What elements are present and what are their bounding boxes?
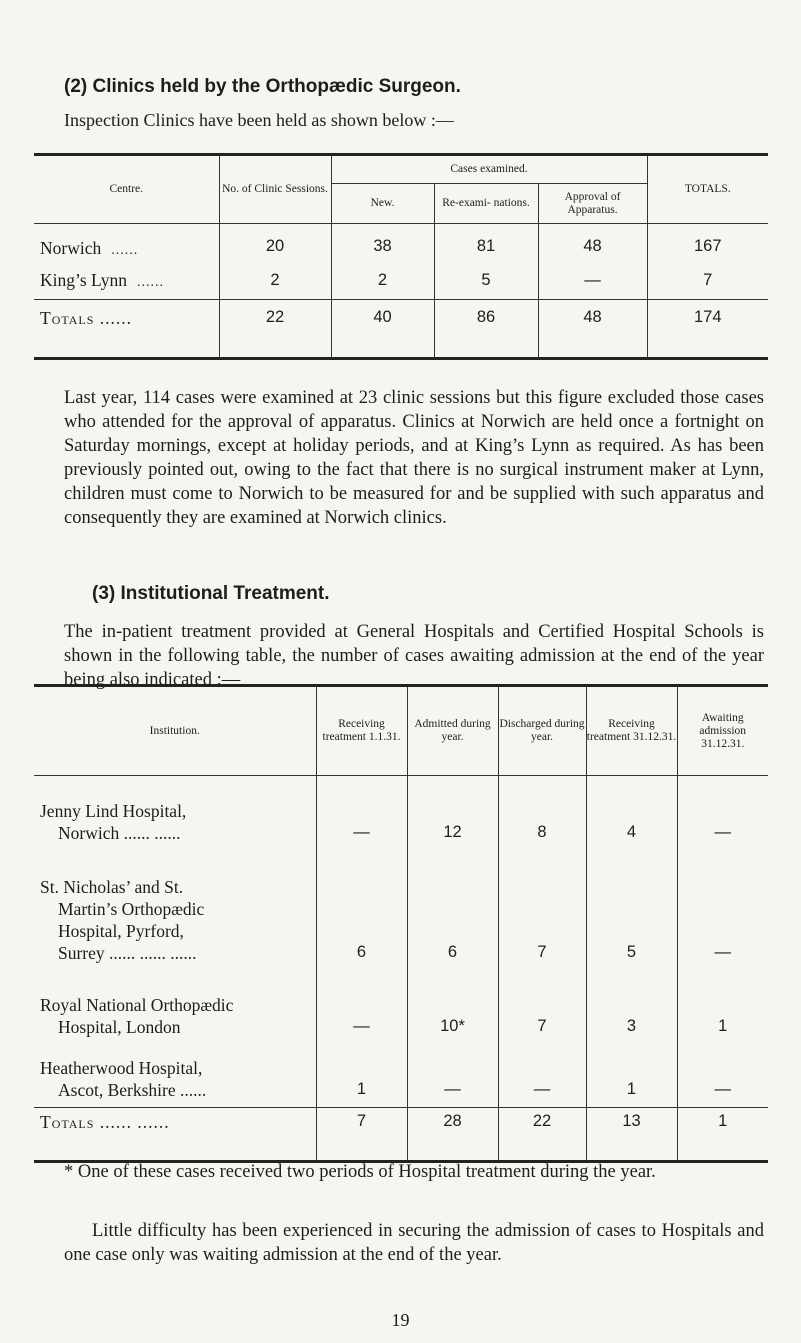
table-row: King’s Lynn ...... <box>40 269 165 290</box>
cell-reexam: 81 <box>434 224 538 262</box>
table-row <box>34 850 768 970</box>
cell-receiving-end: 1 <box>586 1044 677 1108</box>
institution-name-line: Jenny Lind Hospital, <box>40 800 187 821</box>
cell-receiving-end: 5 <box>586 850 677 970</box>
cell-total: 167 <box>647 224 768 262</box>
totals-label: Totals ...... <box>40 308 133 328</box>
cell-admitted: — <box>407 1044 498 1108</box>
institution-name-line: Royal National Orthopædic <box>40 994 234 1015</box>
cell-receiving-start: 1 <box>316 1044 407 1108</box>
table-row <box>34 970 768 1044</box>
cell-approval: — <box>538 262 647 300</box>
paragraph-admission: Little difficulty has been experienced in securing the admission of cases to Hospitals and one case only was waiting admission at the end of the year. <box>64 1221 764 1265</box>
cell-discharged: 7 <box>498 970 586 1044</box>
cell-approval: 48 <box>538 224 647 262</box>
cell-sessions: 20 <box>219 224 331 262</box>
cell-admitted: 12 <box>407 776 498 850</box>
header-cases-examined: Cases examined. <box>331 155 647 184</box>
cell-discharged: — <box>498 1044 586 1108</box>
table-row <box>34 1044 768 1108</box>
institution-name-line: Martin’s Orthopædic <box>58 898 205 919</box>
institution-name-line: Surrey ...... ...... ...... <box>58 942 197 963</box>
cell-new: 38 <box>331 224 434 262</box>
table-row <box>34 776 768 850</box>
cell-discharged: 8 <box>498 776 586 850</box>
institution-name-line: Hospital, London <box>58 1016 181 1037</box>
total-approval: 48 <box>538 300 647 359</box>
header-receiving-start: Receiving treatment 1.1.31. <box>316 686 407 776</box>
clinics-table <box>34 153 768 360</box>
paragraph-last-year: Last year, 114 cases were examined at 23 clinic sessions but this figure excluded those cases who attended for the approval of apparatus. Clinics at Norwich are held once a fortnight on Saturday mornings, except at holiday periods, and at King’s Lynn as required. As has been previously pointed out, owing to the fact that there is no surgical instrument maker at Lynn, children must come to Norwich to be measured for and be supplied with such apparatus and consequently they are examined at Norwich clinics. <box>64 388 764 528</box>
section-3-intro: The in-patient treatment provided at General Hospitals and Certified Hospital Schools is shown in the following table, the number of cases awaiting admission at the end of the year being also indicated :— <box>64 622 764 690</box>
cell-admitted: 10* <box>407 970 498 1044</box>
section-2-intro: Inspection Clinics have been held as shown below :— <box>64 110 454 130</box>
institution-name-line: Ascot, Berkshire ...... <box>58 1080 207 1100</box>
header-totals: TOTALS. <box>647 155 768 224</box>
cell-awaiting: — <box>677 776 768 850</box>
cell-receiving-end: 3 <box>586 970 677 1044</box>
cell-receiving-start: — <box>316 776 407 850</box>
section-2-heading: (2) Clinics held by the Orthopædic Surgeon. <box>64 76 461 97</box>
total-total: 174 <box>647 300 768 359</box>
header-discharged: Discharged during year. <box>498 686 586 776</box>
total-receiving-start: 7 <box>316 1108 407 1162</box>
header-new: New. <box>331 184 434 224</box>
cell-awaiting: — <box>677 1044 768 1108</box>
institution-name <box>34 1044 316 1108</box>
header-admitted: Admitted during year. <box>407 686 498 776</box>
institution-name-line: Heatherwood Hospital, <box>40 1058 203 1078</box>
total-admitted: 28 <box>407 1108 498 1162</box>
header-awaiting: Awaiting admission 31.12.31. <box>677 686 768 776</box>
institution-name <box>34 850 316 970</box>
total-discharged: 22 <box>498 1108 586 1162</box>
total-sessions: 22 <box>219 300 331 359</box>
cell-sessions: 2 <box>219 262 331 300</box>
total-reexam: 86 <box>434 300 538 359</box>
institution-name <box>34 776 316 850</box>
institution-rows <box>34 776 768 1108</box>
total-receiving-end: 13 <box>586 1108 677 1162</box>
cell-awaiting: — <box>677 850 768 970</box>
institutional-treatment-table <box>34 684 768 1163</box>
cell-reexam: 5 <box>434 262 538 300</box>
footnote: * One of these cases received two periods of Hospital treatment during the year. <box>64 1162 656 1182</box>
cell-receiving-start: — <box>316 970 407 1044</box>
institution-name-line: St. Nicholas’ and St. <box>40 876 184 897</box>
totals-label: Totals ...... ...... <box>40 1112 170 1132</box>
header-centre: Centre. <box>109 183 144 195</box>
total-new: 40 <box>331 300 434 359</box>
cell-total: 7 <box>647 262 768 300</box>
institution-name-line: Hospital, Pyrford, <box>58 920 184 941</box>
section-3-heading: (3) Institutional Treatment. <box>92 583 330 604</box>
cell-receiving-end: 4 <box>586 776 677 850</box>
institution-name <box>34 970 316 1044</box>
cell-awaiting: 1 <box>677 970 768 1044</box>
header-institution: Institution. <box>149 724 200 737</box>
cell-admitted: 6 <box>407 850 498 970</box>
header-receiving-end: Receiving treatment 31.12.31. <box>586 686 677 776</box>
cell-discharged: 7 <box>498 850 586 970</box>
total-awaiting: 1 <box>677 1108 768 1162</box>
header-approval: Approval of Apparatus. <box>538 184 647 224</box>
table-row: Norwich ...... <box>40 238 139 258</box>
cell-receiving-start: 6 <box>316 850 407 970</box>
cell-new: 2 <box>331 262 434 300</box>
institution-name-line: Norwich ...... ...... <box>58 822 181 843</box>
header-reexaminations: Re-exami- nations. <box>434 184 538 224</box>
header-sessions: No. of Clinic Sessions. <box>219 155 331 224</box>
page-number: 19 <box>391 1310 410 1330</box>
